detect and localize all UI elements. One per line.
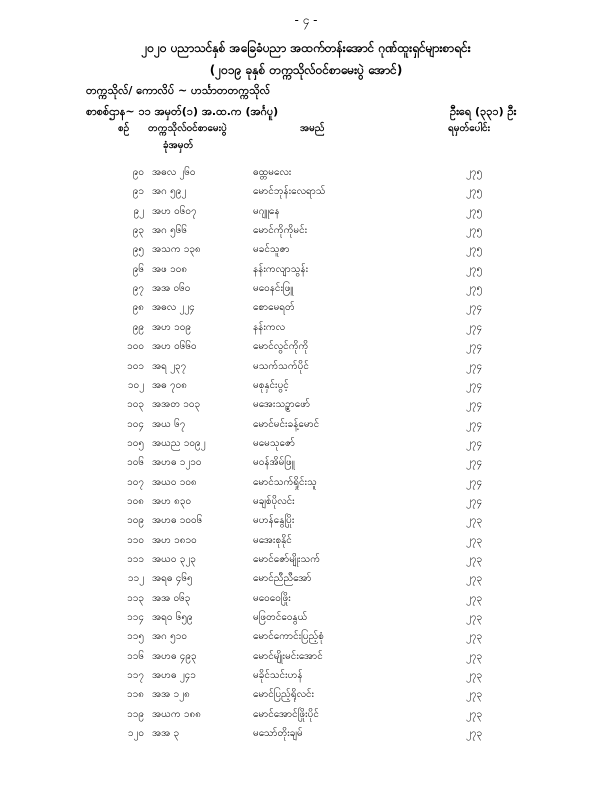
row-student-id: အဟ ၀၆၆၀	[152, 341, 197, 353]
row-student-id: အရ၀ ၆၅၉	[152, 612, 193, 624]
row-result: ၂၇၄	[466, 457, 483, 469]
row-number: ၉၀	[132, 167, 144, 178]
row-result: ၂၇၅	[466, 244, 483, 256]
row-result: ၂၇၃	[466, 689, 483, 701]
row-name: မဂျူနေ	[253, 205, 280, 217]
row-name: မသော်တိုးချမ်	[253, 728, 303, 740]
row-number: ၁၁၉	[127, 708, 144, 720]
total-count: ဦးရေ (၃၃၁) ဦး	[450, 105, 517, 118]
row-name: မအေးသဉ္စာဖော်	[253, 399, 311, 411]
row-name: မဟန်နွေပြိုး	[253, 515, 295, 527]
row-result: ၂၇၃	[466, 708, 483, 720]
row-student-id: အအ ၃	[152, 728, 180, 740]
table-row	[0, 279, 612, 298]
table-row	[0, 531, 612, 550]
row-number: ၁၁၅	[127, 631, 144, 643]
row-student-id: အဂ ၅၉၂	[152, 186, 187, 198]
table-row	[0, 511, 612, 530]
row-student-id: အအ ၀၆၀	[152, 283, 191, 295]
row-name: မမေသုဇော်	[253, 437, 296, 449]
row-student-id: အအတ ၁၀၃	[152, 399, 201, 411]
row-number: ၉၆	[132, 263, 144, 275]
row-name: မောင်ကောင်းပြည့်စုံ	[253, 631, 324, 643]
row-student-id: အအ ၁၂၈	[152, 689, 190, 701]
row-name: မသက်သက်ပိုင်	[253, 360, 309, 372]
document-subtitle: (၂၀၁၉ ခုနှစ် တက္ကသိုလ်ဝင်စာမေးပွဲ အောင်)	[209, 63, 403, 77]
table-row	[0, 473, 612, 492]
table-row	[0, 569, 612, 588]
row-name: မခိုင်သင်းဟန်	[253, 670, 303, 682]
row-number: ၁၀၉	[127, 515, 144, 527]
row-student-id: အယည ၁၀၉၂	[152, 437, 206, 449]
page-number: - ၄ -	[294, 13, 318, 27]
row-result: ၂၇၃	[466, 515, 483, 527]
table-row	[0, 627, 612, 646]
row-name: မောင်ဘုန်းလေရာသ်	[253, 186, 326, 198]
row-result: ၂၇၃	[466, 670, 483, 682]
row-result: ၂၇၃	[466, 592, 483, 604]
row-result: ၂၇၅	[466, 263, 483, 275]
row-result: ၂၇၄	[466, 418, 483, 430]
table-row	[0, 240, 612, 259]
table-row	[0, 492, 612, 511]
row-name: မဝန်အိမ်ဖြူ	[253, 457, 295, 469]
row-student-id: အဟဓ ၂၄၁	[152, 670, 196, 682]
row-number: ၁၁၈	[127, 689, 144, 701]
row-result: ၂၇၄	[466, 360, 483, 372]
table-row	[0, 395, 612, 414]
row-number: ၁၁၇	[127, 670, 144, 682]
table-row	[0, 376, 612, 395]
table-row	[0, 453, 612, 472]
row-number: ၁၀၂	[127, 379, 144, 391]
row-number: ၁၀၅	[127, 437, 144, 449]
row-result: ၂၇၄	[466, 321, 483, 333]
row-student-id: အဟဓ ၄၉၃	[152, 650, 197, 662]
row-number: ၁၂၀	[127, 728, 144, 740]
row-student-id: အရဓ ၄၆၅	[152, 573, 193, 585]
row-number: ၉၃	[132, 225, 144, 237]
row-result: ၂၇၄	[466, 476, 483, 488]
row-student-id: အယက ၁၈၈	[152, 708, 201, 720]
row-student-id: အဂ ၅၁၀	[152, 631, 187, 643]
row-name: ဓထ္တမလေး	[253, 167, 292, 178]
row-number: ၁၀၁	[127, 360, 144, 372]
row-result: ၂၇၃	[466, 573, 483, 585]
row-number: ၁၁၄	[127, 612, 144, 624]
row-number: ၁၁၂	[127, 573, 144, 585]
table-row	[0, 415, 612, 434]
row-name: နန်းကလျာသွန်း	[253, 263, 309, 275]
row-result: ၂၇၃	[466, 554, 483, 565]
row-name: မောင်ကိုကိုမင်း	[253, 225, 308, 237]
row-number: ၁၀၃	[127, 399, 144, 411]
document-title: ၂၀၂၀ ပညာသင်နှစ် အခြေခံပညာ အထက်တန်းအောင် ဂုဏ်ထူးရှင်များစာရင်း	[141, 41, 471, 55]
row-name: မစုနှင်းပွင့်	[253, 379, 289, 391]
table-row	[0, 182, 612, 201]
row-student-id: အယ ၆၇	[152, 418, 186, 430]
table-row	[0, 260, 612, 279]
table-row	[0, 608, 612, 627]
table-row	[0, 202, 612, 221]
row-student-id: အအ ၀၆၃	[152, 592, 191, 604]
row-number: ၁၁၀	[127, 534, 144, 546]
row-student-id: အသက ၁၃၈	[152, 244, 201, 256]
row-name: မခင်သူဇာ	[253, 244, 290, 256]
row-name: မဖြတင်ဝေနွယ်	[253, 612, 308, 624]
row-number: ၁၀၄	[127, 418, 144, 430]
table-row	[0, 434, 612, 453]
row-number: ၉၁	[132, 186, 144, 198]
table-row	[0, 221, 612, 240]
row-student-id: အဖ ၁၀၈	[152, 263, 188, 275]
row-name: မချစ်ပိုလင်း	[253, 495, 295, 507]
table-row	[0, 318, 612, 337]
row-result: ၂၇၄	[466, 302, 483, 314]
row-student-id: အယ၀ ၃၂၃	[152, 554, 196, 565]
row-student-id: အယ၀ ၁၀၈	[152, 476, 197, 488]
table-row	[0, 666, 612, 685]
row-number: ၁၁၃	[127, 592, 144, 604]
table-row	[0, 724, 612, 743]
row-name: မောင်ဇော်မျိုးသက်	[253, 554, 321, 565]
row-name: မောင်လွင်ကိုကို	[253, 341, 309, 353]
row-student-id: အဟ ၈၃၀	[152, 495, 192, 507]
row-student-id: အဓလ ၂၂၄	[152, 302, 195, 314]
table-row	[0, 337, 612, 356]
row-result: ၂၇၃	[466, 612, 483, 624]
row-number: ၉၇	[132, 283, 144, 295]
header-no: စဉ်	[118, 123, 130, 134]
row-number: ၁၁၁	[127, 554, 144, 565]
row-number: ၁၀၀	[127, 341, 144, 353]
row-student-id: အဟ ၁၀၉	[152, 321, 192, 333]
table-row	[0, 647, 612, 666]
row-name: မဝေနင်းဖြူ	[253, 283, 294, 295]
row-result: ၂၇၄	[466, 341, 483, 353]
row-student-id: အဓ ၇၀၈	[152, 379, 187, 391]
table-row	[0, 685, 612, 704]
row-name: နန်းကလ	[253, 321, 286, 333]
row-number: ၉၂	[133, 205, 144, 217]
row-name: မောင်ပြည့်ရိုလင်း	[253, 689, 315, 701]
header-student-id-line2: ခုံအမှတ်	[163, 140, 194, 151]
row-result: ၂၇၄	[466, 379, 483, 391]
row-student-id: အဟဓ ၁၂၁၀	[152, 457, 202, 469]
row-result: ၂၇၃	[466, 631, 483, 643]
row-name: မောင်ညီညီအော်	[253, 573, 312, 585]
header-name: အမည်	[300, 123, 325, 134]
row-name: မောင်သက်ရှိုင်းသူ	[253, 476, 317, 488]
table-row	[0, 589, 612, 608]
row-number: ၉၅	[132, 244, 144, 256]
table-row	[0, 705, 612, 724]
row-result: ၂၇၄	[466, 495, 483, 507]
row-number: ၉၉	[132, 321, 144, 333]
row-student-id: အဟဓ ၁၀၀၆	[152, 515, 203, 527]
row-result: ၂၇၃	[466, 650, 483, 662]
row-student-id: အဓလ ၂၆၀	[152, 167, 196, 178]
row-result: ၂၇၃	[466, 728, 483, 740]
row-result: ၂၇၄	[466, 437, 483, 449]
row-student-id: အဂ ၅၆၆	[152, 225, 187, 237]
table-row	[0, 550, 612, 569]
row-student-id: အဟ ၁၈၁၀	[152, 534, 197, 546]
row-number: ၁၀၇	[127, 476, 144, 488]
row-result: ၂၇၅	[466, 167, 483, 178]
header-result: ရမှတ်ပေါင်း	[448, 123, 491, 134]
row-name: မောင်အောင်ဖြိုးပိုင်	[253, 708, 319, 720]
header-student-id: တက္ကသိုလ်ဝင်စာမေးပွဲ	[148, 123, 227, 134]
table-row	[0, 357, 612, 376]
university-line: တက္ကသိုလ်/ ကောလိပ် ~ ဟင်္သာတတက္ကသိုလ်	[86, 84, 271, 97]
row-result: ၂၇၅	[466, 205, 483, 217]
row-name: မောင်မင်းခန့်မောင်	[253, 418, 320, 430]
table-row	[0, 163, 612, 182]
row-number: ၁၀၈	[127, 495, 144, 507]
exam-center-line: စာစစ်ဌာန~ ၁၁ အမှတ်(၁) အ.ထ.က (အင်္ဂပူ)	[86, 105, 279, 118]
table-row	[0, 298, 612, 317]
row-number: ၁၁၆	[127, 650, 144, 662]
row-number: ၁၀၆	[127, 457, 144, 469]
row-name: မဝေဝေဖြိုး	[253, 592, 291, 604]
row-name: မအေးစုနိုင်	[253, 534, 292, 546]
row-name: စောမေရတ်	[253, 302, 295, 314]
row-result: ၂၇၅	[466, 283, 483, 295]
row-result: ၂၇၅	[466, 225, 483, 237]
row-result: ၂၇၅	[466, 186, 483, 198]
row-name: မောင်မျိုးမင်းအောင်	[253, 650, 323, 662]
row-number: ၉၈	[132, 302, 144, 314]
row-result: ၂၇၃	[466, 534, 483, 546]
row-result: ၂၇၄	[466, 399, 483, 411]
row-student-id: အရ ၂၃၇	[152, 360, 187, 372]
row-student-id: အဟ ၀၆၀၇	[152, 205, 197, 217]
